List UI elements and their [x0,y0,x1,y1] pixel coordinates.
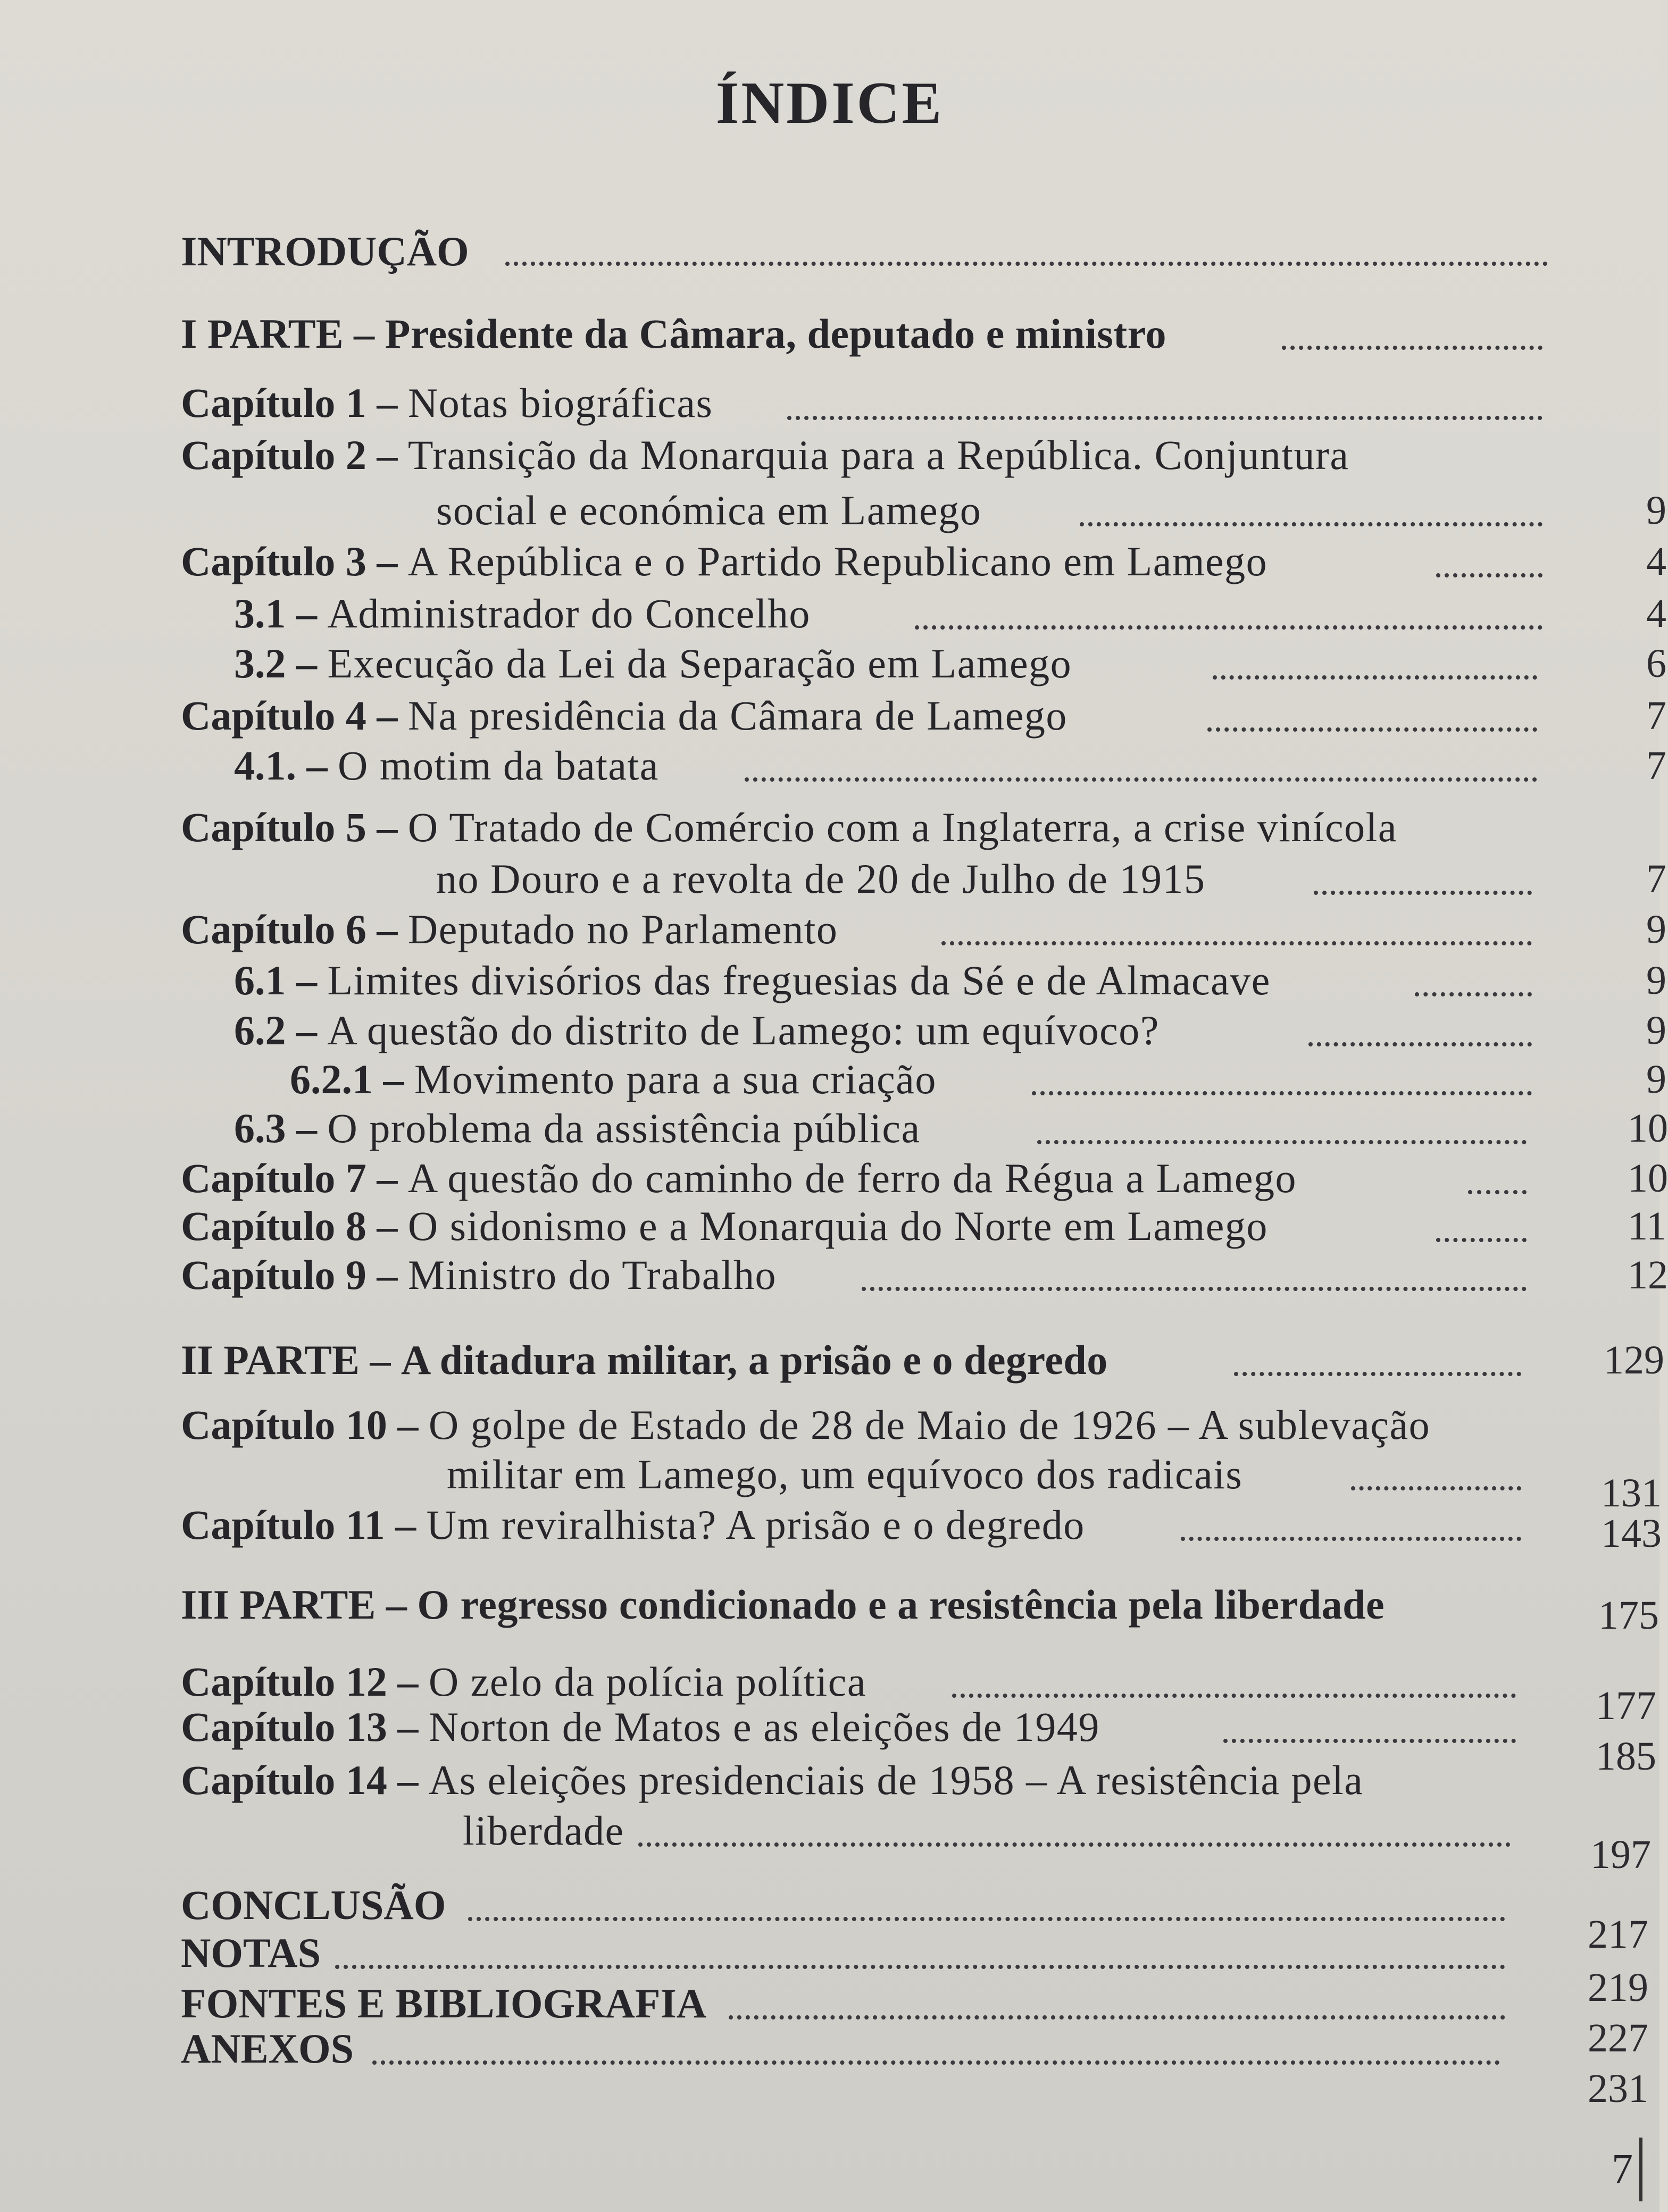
toc-chapter-3 [181,536,1267,587]
toc-chapter-13 [181,1702,1100,1753]
toc-entry-continuation [447,1449,1242,1500]
page-number: 10 [1628,1106,1668,1151]
dot-leader [787,416,1542,420]
toc-entry-lead: Capítulo 10 – [181,1402,419,1448]
page-title: ÍNDICE [715,70,944,136]
toc-entry-title-cont: liberdade [463,1807,624,1854]
toc-entry-lead: FONTES E BIBLIOGRAFIA [181,1980,707,2026]
dot-leader [1282,346,1542,350]
toc-entry-title: O golpe de Estado de 28 de Maio de 1926 – A sublevação [428,1402,1431,1448]
toc-entry-title-cont: militar em Lamego, um equívoco dos radicais [447,1451,1243,1497]
page-number: 217 [1588,1912,1648,1957]
dot-leader [952,1694,1516,1698]
toc-entry-title-cont: social e económica em Lamego [436,487,982,533]
toc-chapter-6 [181,904,838,955]
toc-chapter-2 [181,430,1349,481]
page-number: 10 [1628,1156,1668,1201]
toc-entry-lead: 3.2 – [234,640,317,686]
toc-entry-title-cont: no Douro e a revolta de 20 de Julho de 1915 [436,856,1206,902]
page-number: 185 [1596,1734,1656,1779]
page-number: 219 [1588,1965,1648,2010]
toc-chapter-8 [181,1201,1268,1252]
toc-chapter-7 [181,1153,1297,1204]
toc-entry-title: Um reviralhista? A prisão e o degredo [426,1502,1085,1548]
toc-entry-lead: II PARTE – [181,1337,391,1383]
toc-entry-lead: 3.1 – [234,590,317,636]
page-number: 4 [1646,539,1666,584]
toc-entry-lead: III PARTE – [181,1581,407,1628]
dot-leader [1436,573,1542,577]
toc-entry-lead: Capítulo 13 – [181,1704,419,1750]
toc-chapter-14 [181,1755,1363,1806]
toc-entry-lead: 6.3 – [234,1105,317,1151]
toc-chapter-1 [181,378,713,429]
dot-leader [468,1917,1505,1921]
toc-entry-lead: Capítulo 7 – [181,1155,398,1201]
folio-rule [1639,2138,1642,2201]
page-number: 143 [1601,1511,1662,1556]
toc-entry-lead: Capítulo 4 – [181,692,398,739]
toc-entry-title: O regresso condicionado e a resistência pela liberdade [417,1581,1385,1628]
toc-entry-title: Norton de Matos e as eleições de 1949 [428,1704,1100,1750]
dot-leader [729,2015,1505,2020]
page-number: 175 [1598,1593,1659,1638]
toc-entry-lead: Capítulo 6 – [181,906,398,952]
toc-entry-continuation [463,1805,624,1856]
toc-chapter-4 [181,690,1067,741]
toc-section-3-1 [234,588,811,639]
toc-chapter-10 [181,1400,1430,1451]
toc-entry-title: As eleições presidenciais de 1958 – A resistência pela [428,1757,1364,1803]
toc-part-3 [181,1579,1385,1630]
toc-entry-lead: Capítulo 11 – [181,1502,416,1548]
page-number: 6 [1646,641,1666,686]
toc-entry-lead: 6.2.1 – [290,1056,404,1102]
page-number: 131 [1601,1471,1662,1515]
toc-entry-title: A questão do distrito de Lamego: um equívoco? [327,1007,1160,1053]
toc-entry-title: Presidente da Câmara, deputado e ministro [385,311,1166,357]
dot-leader [1080,522,1542,526]
toc-entry-title: Ministro do Trabalho [407,1252,777,1298]
toc-entry-lead: Capítulo 5 – [181,804,398,850]
toc-entry-title: O problema da assistência pública [327,1105,921,1151]
page-number: 227 [1588,2016,1648,2060]
toc-entry-title: O sidonismo e a Monarquia do Norte em Lamego [407,1203,1268,1249]
dot-leader [1037,1140,1527,1144]
toc-chapter-12 [181,1656,866,1707]
toc-entry-lead: 4.1. – [234,742,328,789]
toc-chapter-11 [181,1499,1085,1551]
dot-leader [638,1842,1511,1847]
toc-entry-lead: Capítulo 12 – [181,1658,419,1705]
toc-entry-lead: NOTAS [181,1930,321,1976]
page-number: 9 [1646,488,1666,533]
dot-leader [1234,1372,1521,1376]
toc-entry-lead: Capítulo 8 – [181,1203,398,1249]
toc-chapter-5 [181,802,1397,853]
toc-entry-lead: Capítulo 14 – [181,1757,419,1803]
toc-entry-title: Execução da Lei da Separação em Lamego [327,640,1072,686]
dot-leader [745,777,1537,782]
toc-entry-lead: I PARTE – [181,311,375,357]
dot-leader [335,1965,1505,1969]
dot-leader [1032,1091,1532,1095]
dot-leader [1181,1537,1521,1541]
dot-leader [505,262,1548,266]
page-number: 7 [1646,693,1666,738]
toc-section-6-2 [234,1005,1160,1056]
page-number: 12 [1628,1253,1668,1297]
page-number: 11 [1628,1204,1667,1249]
dot-leader [941,941,1532,945]
toc-entry-title: O zelo da polícia política [428,1658,866,1705]
page-number: 9 [1646,1008,1666,1053]
toc-entry-title: A questão do caminho de ferro da Régua a Lamego [407,1155,1297,1201]
toc-entry-lead: 6.1 – [234,957,317,1003]
page-number: 231 [1588,2066,1648,2111]
page-number: 4 [1646,591,1666,636]
toc-section-4-1 [234,740,659,791]
toc-entry-fontes [181,1978,706,2029]
toc-entry-title: Movimento para a sua criação [414,1056,937,1102]
toc-entry-title: Notas biográficas [407,380,713,426]
toc-entry-continuation [436,485,981,536]
toc-entry-anexos [181,2023,354,2074]
toc-chapter-9 [181,1250,777,1301]
page-number: 9 [1646,1057,1666,1102]
toc-entry-lead: INTRODUÇÃO [181,228,469,274]
toc-part-2 [181,1335,1108,1386]
toc-entry-continuation [436,853,1206,904]
dot-leader [1468,1190,1527,1194]
page-number: 9 [1646,907,1666,952]
page-number: 177 [1596,1683,1656,1728]
toc-entry-lead: Capítulo 3 – [181,538,398,584]
dot-leader [915,625,1542,630]
toc-entry-title: Transição da Monarquia para a República. Conjuntura [407,432,1349,478]
toc-section-3-2 [234,638,1072,689]
toc-entry-title: O motim da batata [338,742,659,789]
toc-entry-title: Na presidência da Câmara de Lamego [407,692,1067,739]
toc-entry-title: Limites divisórios das freguesias da Sé e de Almacave [327,957,1271,1003]
toc-entry-lead: Capítulo 1 – [181,380,398,426]
folio-number: 7 [1612,2146,1633,2193]
toc-entry-title: Administrador do Concelho [327,590,811,636]
toc-part-1 [181,308,1166,359]
toc-entry-introducao [181,226,469,277]
toc-entry-lead: ANEXOS [181,2025,354,2072]
page-number: 9 [1646,958,1666,1003]
page-number: 7 [1646,743,1666,788]
toc-entry-lead: CONCLUSÃO [181,1882,446,1928]
dot-leader [1314,891,1532,895]
toc-section-6-1 [234,955,1271,1006]
toc-subsection-6-2-1 [290,1054,937,1105]
page-number: 197 [1590,1832,1651,1877]
page-number: 7 [1646,857,1666,901]
toc-entry-lead: Capítulo 2 – [181,432,398,478]
toc-entry-title: O Tratado de Comércio com a Inglaterra, a crise vinícola [407,804,1397,850]
toc-entry-title: A República e o Partido Republicano em Lamego [407,538,1268,584]
dot-leader [1223,1739,1516,1743]
dot-leader [1436,1238,1527,1242]
toc-section-6-3 [234,1103,921,1154]
page-number: 129 [1604,1338,1664,1382]
dot-leader [862,1287,1527,1291]
dot-leader [1351,1486,1521,1490]
dot-leader [1213,675,1537,680]
dot-leader [1415,992,1532,996]
dot-leader [1308,1042,1532,1046]
dot-leader [372,2060,1500,2065]
toc-entry-title: A ditadura militar, a prisão e o degredo [401,1337,1108,1383]
toc-entry-lead: 6.2 – [234,1007,317,1053]
toc-entry-conclusao [181,1880,446,1931]
toc-entry-title: Deputado no Parlamento [407,906,838,952]
toc-entry-lead: Capítulo 9 – [181,1252,398,1298]
toc-entry-notas [181,1928,321,1979]
dot-leader [1207,727,1537,732]
